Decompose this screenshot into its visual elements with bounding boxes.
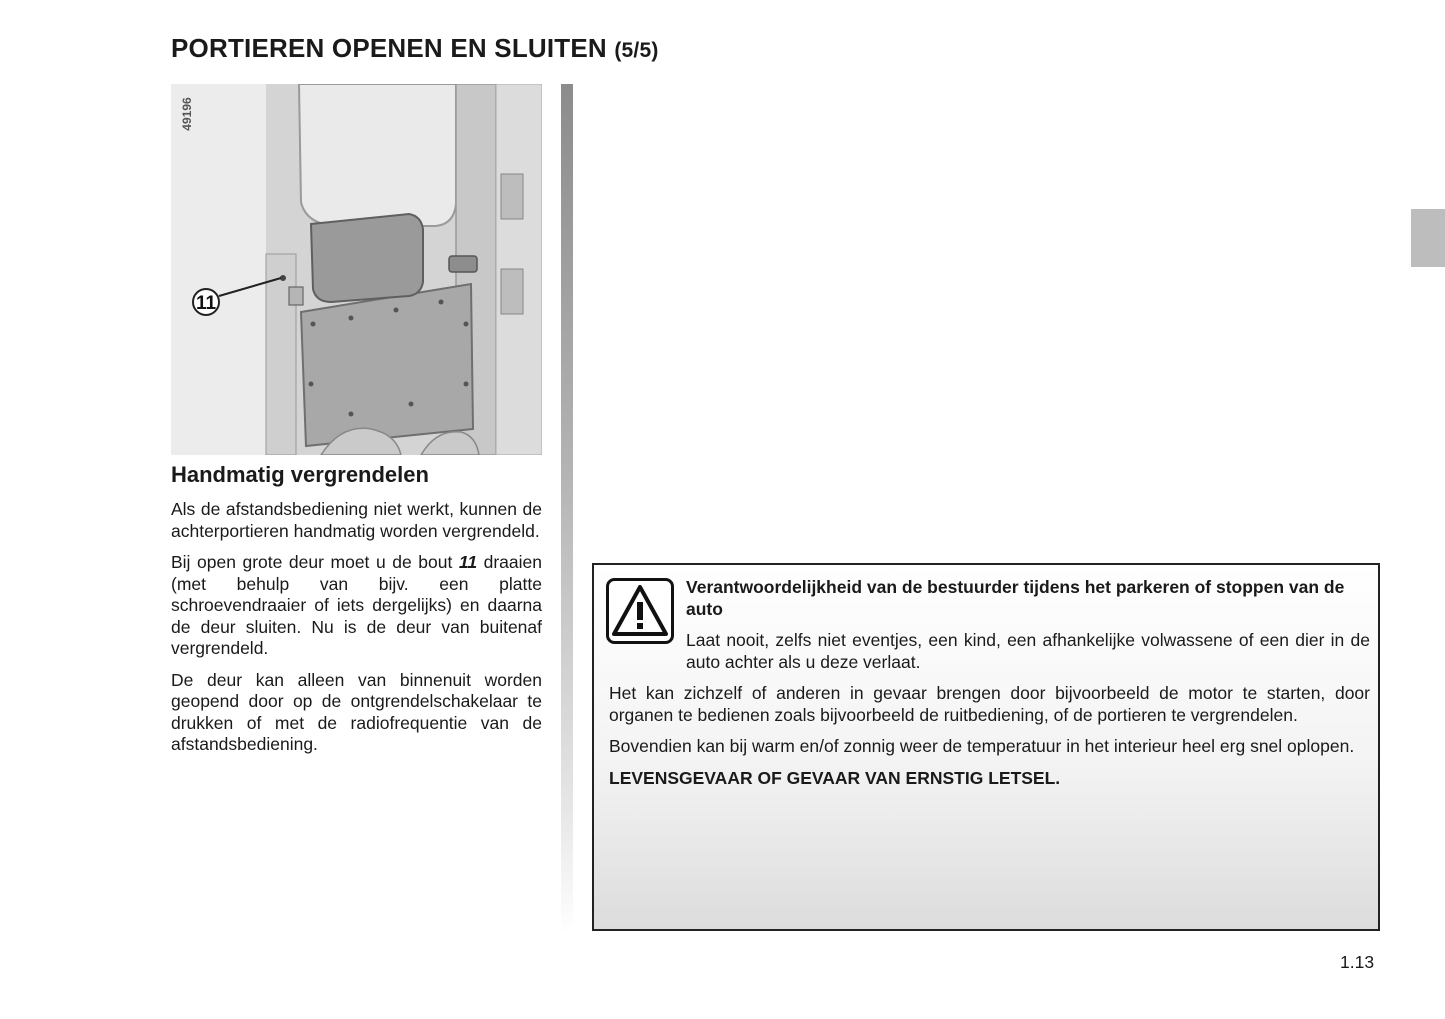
warning-text-4: LEVENSGEVAAR OF GEVAAR VAN ERNSTIG LETSEL. bbox=[609, 767, 1061, 788]
paragraph-bolt bbox=[171, 552, 542, 660]
paragraph-inside-open: De deur kan alleen van binnenuit worden geopend door op de ontgrendelschakelaar te drukken of met de radiofrequentie van de afstandsbediening. bbox=[171, 669, 542, 754]
callout-number: 11 bbox=[195, 293, 217, 314]
bolt-reference: 11 bbox=[458, 552, 478, 572]
left-column bbox=[171, 461, 542, 766]
section-heading: Handmatig vergrendelen bbox=[171, 462, 429, 487]
page-number: 1.13 bbox=[1340, 952, 1375, 972]
warning-title: Verantwoordelijkheid van de bestuurder tijdens het parkeren of stoppen van de auto bbox=[686, 577, 1345, 619]
paragraph-remote-fail: Als de afstandsbediening niet werkt, kunnen de achterportieren handmatig worden vergrendeld. bbox=[171, 499, 542, 541]
paragraph-bolt-before: Bij open grote deur moet u de bout bbox=[171, 552, 459, 572]
page-title bbox=[171, 33, 659, 64]
rear-door-illustration bbox=[171, 84, 542, 455]
page-title-part: (5/5) bbox=[614, 39, 659, 62]
chapter-tab bbox=[1411, 209, 1445, 267]
warning-triangle-icon bbox=[606, 578, 674, 644]
page-title-text: PORTIEREN OPENEN EN SLUITEN bbox=[171, 33, 607, 63]
rear-door-drawing bbox=[171, 84, 542, 455]
warning-body bbox=[609, 683, 1370, 789]
warning-text-3: Bovendien kan bij warm en/of zonnig weer de temperatuur in het interieur heel erg snel oplopen. bbox=[609, 736, 1355, 756]
image-number: 49196 bbox=[180, 97, 194, 131]
warning-box bbox=[592, 563, 1380, 931]
paragraph-bolt-after: draaien (met behulp van bijv. een platte schroevendraaier of iets dergelijks) en daarna de deur sluiten. Nu is de deur van buitenaf vergrendeld. bbox=[171, 552, 542, 658]
warning-header bbox=[686, 577, 1370, 683]
warning-text-1: Laat nooit, zelfs niet eventjes, een kind, een afhankelijke volwassene of een dier in de auto achter als u deze verlaat. bbox=[686, 630, 1370, 672]
warning-text-2: Het kan zichzelf of anderen in gevaar brengen door bijvoorbeeld de motor te starten, door organen te bedienen zoals bijvoorbeeld de ruitbediening, of de portieren te vergrendelen. bbox=[609, 683, 1370, 725]
column-divider bbox=[561, 84, 573, 934]
